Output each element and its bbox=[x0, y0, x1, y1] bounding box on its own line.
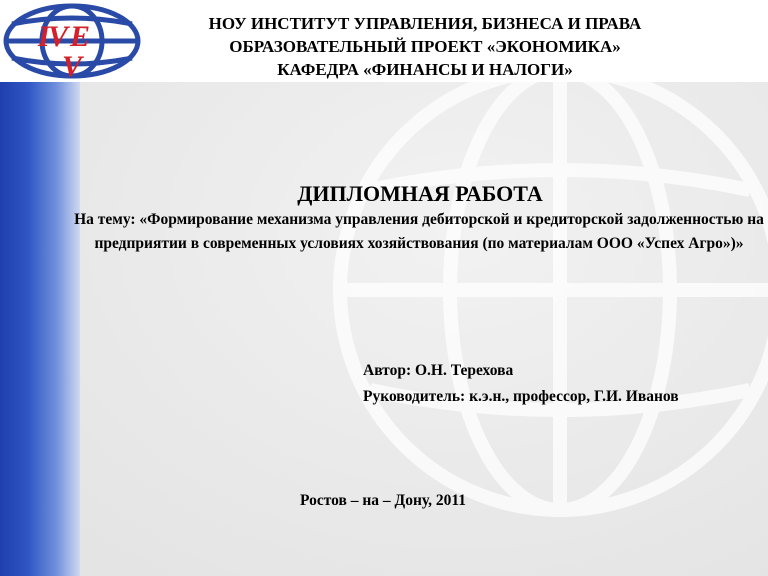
svg-text:I: I bbox=[38, 20, 50, 53]
header-line-institute: НОУ ИНСТИТУТ УПРАВЛЕНИЯ, БИЗНЕСА И ПРАВА bbox=[208, 14, 642, 33]
city-year: Ростов – на – Дону, 2011 bbox=[300, 492, 466, 509]
author-line: Автор: О.Н. Терехова bbox=[363, 362, 514, 379]
author-block bbox=[363, 358, 679, 410]
header-line-department: КАФЕДРА «ФИНАНСЫ И НАЛОГИ» bbox=[277, 60, 573, 79]
svg-text:V: V bbox=[62, 50, 83, 80]
side-gradient-band bbox=[0, 82, 80, 576]
institute-header bbox=[150, 12, 700, 81]
svg-text:V: V bbox=[48, 20, 69, 53]
header-line-project: ОБРАЗОВАТЕЛЬНЫЙ ПРОЕКТ «ЭКОНОМИКА» bbox=[229, 37, 621, 56]
svg-text:E: E bbox=[70, 20, 91, 53]
globe-logo-icon bbox=[2, 2, 142, 80]
supervisor-line: Руководитель: к.э.н., профессор, Г.И. Иванов bbox=[363, 388, 679, 405]
thesis-topic: На тему: «Формирование механизма управления дебиторской и кредиторской задолженностью на предприятии в современных условиях хозяйствования (по материалам ООО «Успех Агро»)» bbox=[74, 211, 764, 252]
document-title: ДИПЛОМНАЯ РАБОТА bbox=[297, 181, 543, 206]
